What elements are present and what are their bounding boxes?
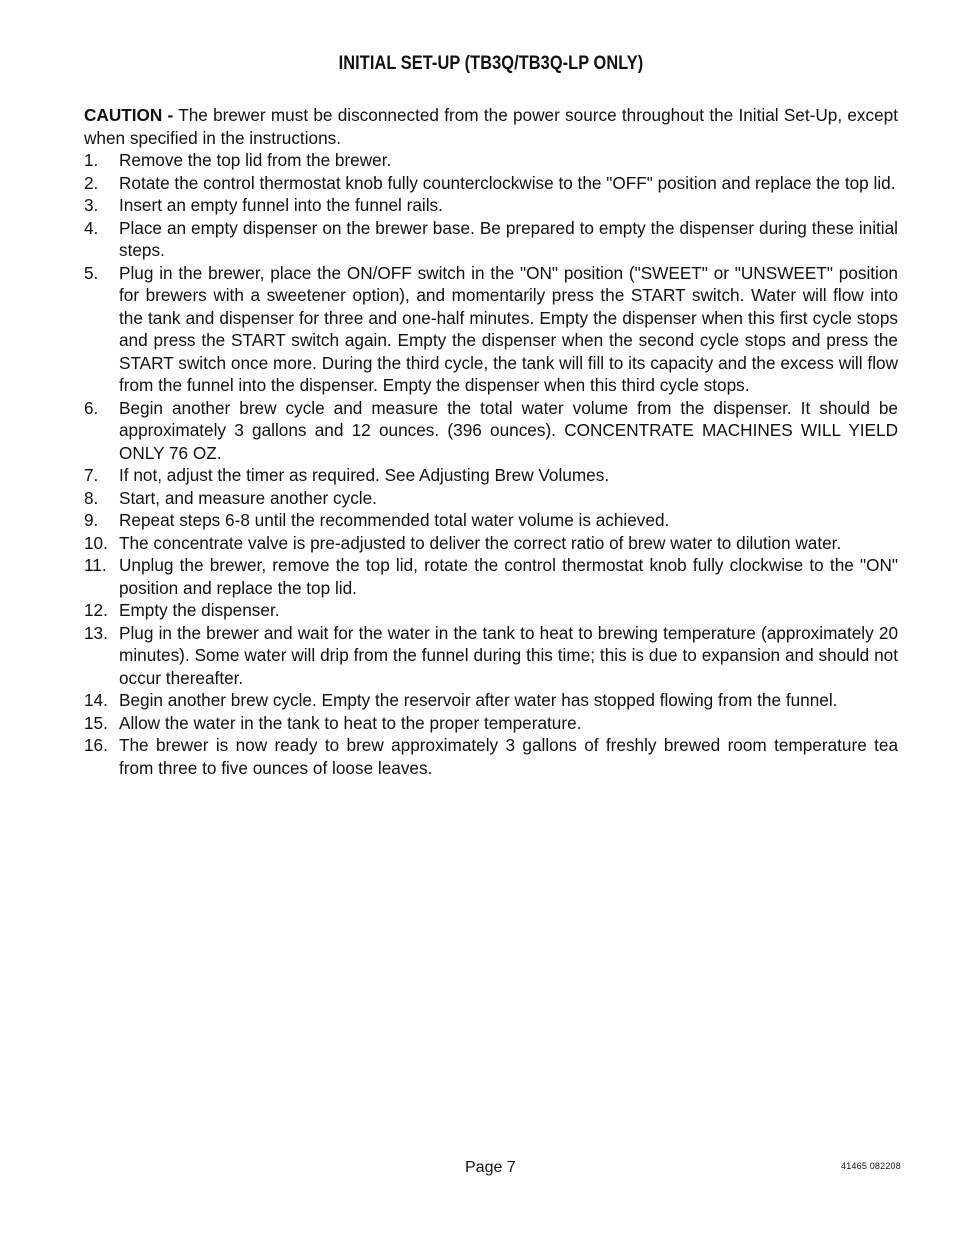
step-number: 4. [84,217,99,238]
list-item [84,397,898,465]
step-number: 7. [84,465,99,485]
step-text: Plug in the brewer, place the ON/OFF switch in the "ON" position ("SWEET" or "UNSWEET" position for brewers with a sweetener option), and momentarily press the START switch. Water will flow into the tank and dispenser for three and one-half minutes. Empty the dispenser when this first cycle stops and press the START switch again. Empty the dispenser when the second cycle stops and press the START switch once more. During the third cycle, the tank will fill to its capacity and the excess will flow from the funnel into the dispenser. Empty the dispenser when this third cycle stops. [119,262,898,395]
step-number: 11. [84,555,107,575]
list-item [84,599,898,622]
step-text: Insert an empty funnel into the funnel rails. [119,195,443,215]
step-number: 13. [84,622,108,643]
step-number: 8. [84,487,99,508]
list-item [84,622,898,690]
list-item [84,532,898,555]
caution-text: The brewer must be disconnected from the power source throughout the Initial Set-Up, except when specified in the instructions. [84,105,898,148]
step-text: If not, adjust the timer as required. See Adjusting Brew Volumes. [119,465,610,485]
step-text: Empty the dispenser. [119,600,280,620]
list-item [84,262,898,397]
step-text: Repeat steps 6-8 until the recommended total water volume is achieved. [119,510,670,530]
step-text: Plug in the brewer and wait for the water in the tank to heat to brewing temperature (approximately 20 minutes). Some water will drip from the funnel during this time; this is due to expansion and should not occur thereafter. [119,622,898,688]
step-number: 10. [84,532,108,553]
step-number: 15. [84,712,108,733]
step-text: Allow the water in the tank to heat to the proper temperature. [119,712,582,733]
step-number: 5. [84,262,99,283]
page-number: Page 7 [465,1159,516,1176]
list-item [84,149,898,172]
step-number: 16. [84,735,108,755]
list-item [84,464,898,487]
list-item [84,712,898,735]
step-number: 9. [84,510,99,530]
list-item [84,194,898,217]
step-number: 14. [84,690,108,710]
step-number: 12. [84,600,108,620]
step-text: The concentrate valve is pre-adjusted to deliver the correct ratio of brew water to dilution water. [119,532,842,553]
step-text: The brewer is now ready to brew approximately 3 gallons of freshly brewed room temperature tea from three to five ounces of loose leaves. [119,735,898,778]
setup-steps-list [84,149,898,779]
step-text: Remove the top lid from the brewer. [119,150,392,170]
step-number: 1. [84,150,99,170]
list-item [84,217,898,262]
step-text: Rotate the control thermostat knob fully counterclockwise to the "OFF" position and replace the top lid. [119,172,896,193]
step-number: 3. [84,195,99,215]
step-text: Start, and measure another cycle. [119,487,377,508]
list-item [84,509,898,532]
list-item [84,689,898,712]
list-item [84,487,898,510]
page-title: INITIAL SET-UP (TB3Q/TB3Q-LP ONLY) [338,53,644,74]
list-item [84,554,898,599]
step-text: Unplug the brewer, remove the top lid, rotate the control thermostat knob fully clockwise to the "ON" position and replace the top lid. [119,555,898,598]
caution-paragraph [84,104,898,149]
step-text: Place an empty dispenser on the brewer base. Be prepared to empty the dispenser during these initial steps. [119,217,898,260]
document-code: 41465 082208 [841,1161,901,1171]
step-number: 6. [84,397,99,418]
caution-label: CAUTION - [84,105,174,125]
step-number: 2. [84,172,99,193]
list-item [84,734,898,779]
step-text: Begin another brew cycle and measure the total water volume from the dispenser. It should be approximately 3 gallons and 12 ounces. (396 ounces). CONCENTRATE MACHINES WILL YIELD ONLY 76 OZ. [119,397,898,463]
instructions-body [84,104,898,779]
step-text: Begin another brew cycle. Empty the reservoir after water has stopped flowing from the funnel. [119,690,838,710]
list-item [84,172,898,195]
